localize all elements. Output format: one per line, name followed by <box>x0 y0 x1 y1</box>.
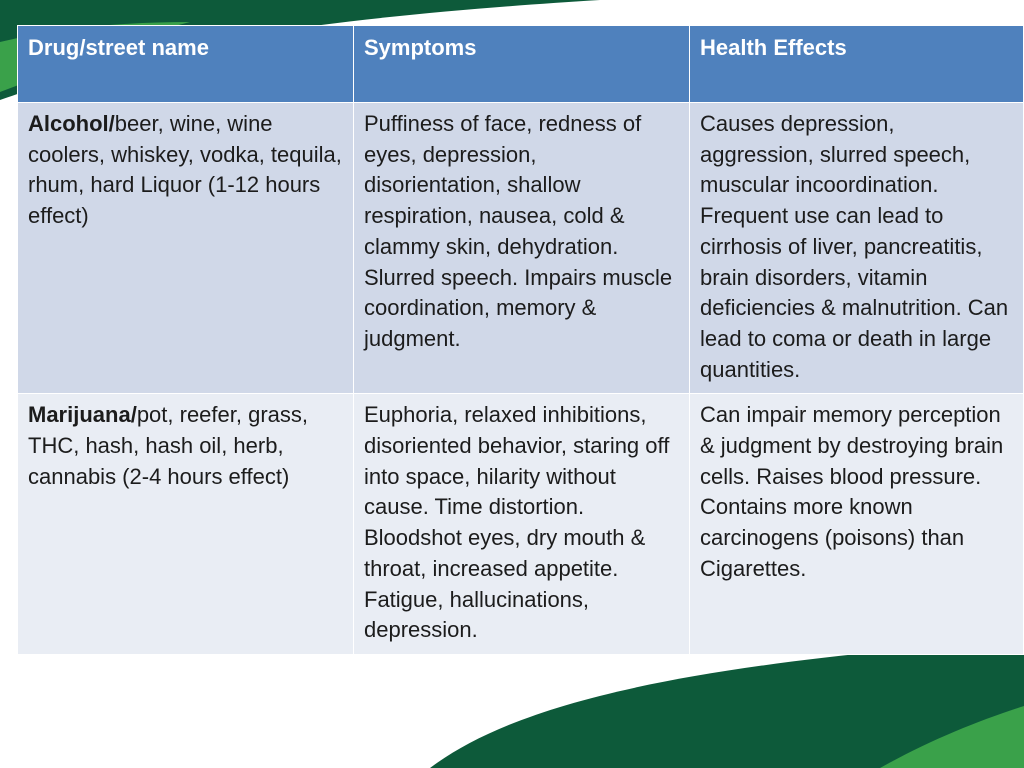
table-row <box>18 394 1024 655</box>
cell-drug-name <box>18 394 354 655</box>
street-names: pot, reefer, grass, THC, hash, hash oil, herb, cannabis (2-4 hours effect) <box>28 402 309 489</box>
drug-name: Alcohol/ <box>28 111 115 136</box>
street-names: beer, wine, wine coolers, whiskey, vodka, tequila, rhum, hard Liquor (1-12 hours effect) <box>28 111 342 229</box>
drug-name: Marijuana/ <box>28 402 137 428</box>
cell-symptoms: Euphoria, relaxed inhibitions, disoriented behavior, staring off into space, hilarity without cause. Time distortion. Bloodshot eyes, dry mouth & throat, increased appetite. Fatigue, hallucinations, depression. <box>354 394 690 655</box>
cell-health-effects: Causes depression, aggression, slurred speech, muscular incoordination. Frequent use can lead to cirrhosis of liver, pancreatitis, brain disorders, vitamin deficiencies & malnutrition. Can lead to coma or death in large quantities. <box>690 103 1024 394</box>
header-drug-street-name: Drug/street name <box>18 26 354 103</box>
drug-table-wrapper <box>17 25 1023 655</box>
table-row <box>18 103 1024 394</box>
cell-health-effects: Can impair memory perception & judgment by destroying brain cells. Raises blood pressure. Contains more known carcinogens (poisons) than Cigarettes. <box>690 394 1024 655</box>
cell-symptoms: Puffiness of face, redness of eyes, depression, disorientation, shallow respiration, nausea, cold & clammy skin, dehydration. Slurred speech. Impairs muscle coordination, memory & judgment. <box>354 103 690 394</box>
header-symptoms: Symptoms <box>354 26 690 103</box>
table-header-row <box>18 26 1024 103</box>
cell-drug-name <box>18 103 354 394</box>
drug-table <box>17 25 1024 655</box>
header-health-effects: Health Effects <box>690 26 1024 103</box>
